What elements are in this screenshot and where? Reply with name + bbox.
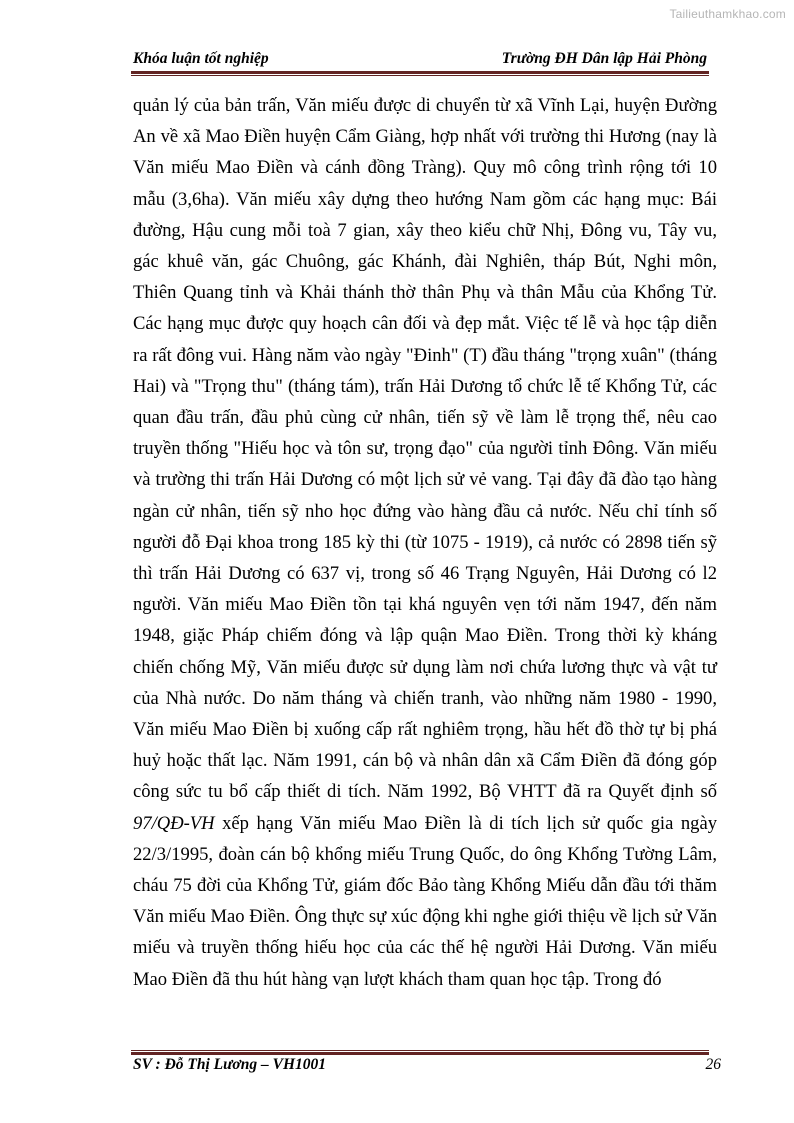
header-thesis-label: Khóa luận tốt nghiệp bbox=[133, 50, 269, 67]
body-paragraph bbox=[133, 90, 717, 995]
page-number: 26 bbox=[705, 1056, 721, 1073]
header-university-name: Trường ĐH Dân lập Hải Phòng bbox=[501, 50, 707, 67]
watermark: Tailieuthamkhao.com bbox=[669, 7, 786, 21]
header-rule-thin bbox=[131, 75, 709, 76]
body-text-part-1: quản lý của bản trấn, Văn miếu được di chuyển từ xã Vĩnh Lại, huyện Đường An về xã Mao Điền huyện Cẩm Giàng, hợp nhất với trường thi Hương (nay là Văn miếu Mao Điền và cánh đồng Tràng). Quy mô công trình rộng tới 10 mẫu (3,6ha). Văn miếu xây dựng theo hướng Nam gồm các hạng mục: Bái đường, Hậu cung mỗi toà 7 gian, xây theo kiểu chữ Nhị, Đông vu, Tây vu, gác khuê văn, gác Chuông, gác Khánh, đài Nghiên, tháp Bút, Nghi môn, Thiên Quang tỉnh và Khải thánh thờ thân Phụ và thân Mẫu của Khổng Tử. Các hạng mục được quy hoạch cân đối và đẹp mắt. Việc tế lễ và học tập diễn ra rất đông vui. Hàng năm vào ngày "Đinh" (T) đầu tháng "trọng xuân" (tháng Hai) và "Trọng thu" (tháng tám), trấn Hải Dương tổ chức lễ tế Khổng Tử, các quan đầu trấn, đầu phủ cùng cử nhân, tiến sỹ về làm lễ trọng thể, nêu cao truyền thống "Hiếu học và tôn sư, trọng đạo" của người tỉnh Đông. Văn miếu và trường thi trấn Hải Dương có một lịch sử vẻ vang. Tại đây đã đào tạo hàng ngàn cử nhân, tiến sỹ nho học đứng vào hàng đầu cả nước. Nếu chỉ tính số người đỗ Đại khoa trong 185 kỳ thi (từ 1075 - 1919), cả nước có 2898 tiến sỹ thì trấn Hải Dương có 637 vị, trong số 46 Trạng Nguyên, Hải Dương có l2 người. Văn miếu Mao Điền tồn tại khá nguyên vẹn tới năm 1947, đến năm 1948, giặc Pháp chiếm đóng và lập quận Mao Điền. Trong thời kỳ kháng chiến chống Mỹ, Văn miếu được sử dụng làm nơi chứa lương thực và vật tư của Nhà nước. Do năm tháng và chiến tranh, vào những năm 1980 - 1990, Văn miếu Mao Điền bị xuống cấp rất nghiêm trọng, hầu hết đồ thờ tự bị phá huỷ hoặc thất lạc. Năm 1991, cán bộ và nhân dân xã Cẩm Điền đã đóng góp công sức tu bổ cấp thiết di tích. Năm 1992, Bộ VHTT đã ra Quyết định số bbox=[133, 95, 717, 803]
footer-rule-thin bbox=[131, 1050, 709, 1051]
body-text-part-2: xếp hạng Văn miếu Mao Điền là di tích lịch sử quốc gia ngày 22/3/1995, đoàn cán bộ khổng miếu Trung Quốc, do ông Khổng Tường Lâm, cháu 75 đời của Khổng Tử, giám đốc Bảo tàng Khổng Miếu dẫn đầu tới thăm Văn miếu Mao Điền. Ông thực sự xúc động khi nghe giới thiệu về lịch sử Văn miếu và truyền thống hiếu học của các thế hệ người Hải Dương. Văn miếu Mao Điền đã thu hút hàng vạn lượt khách tham quan học tập. Trong đó bbox=[133, 812, 717, 990]
footer-rule-thick bbox=[131, 1052, 709, 1055]
body-text bbox=[133, 90, 717, 995]
page-footer bbox=[133, 1056, 721, 1076]
footer-student-info: SV : Đỗ Thị Lương – VH1001 bbox=[133, 1056, 327, 1073]
header-rule-thick bbox=[131, 71, 709, 74]
page-header bbox=[133, 50, 707, 70]
decision-reference: 97/QĐ-VH bbox=[133, 812, 215, 834]
